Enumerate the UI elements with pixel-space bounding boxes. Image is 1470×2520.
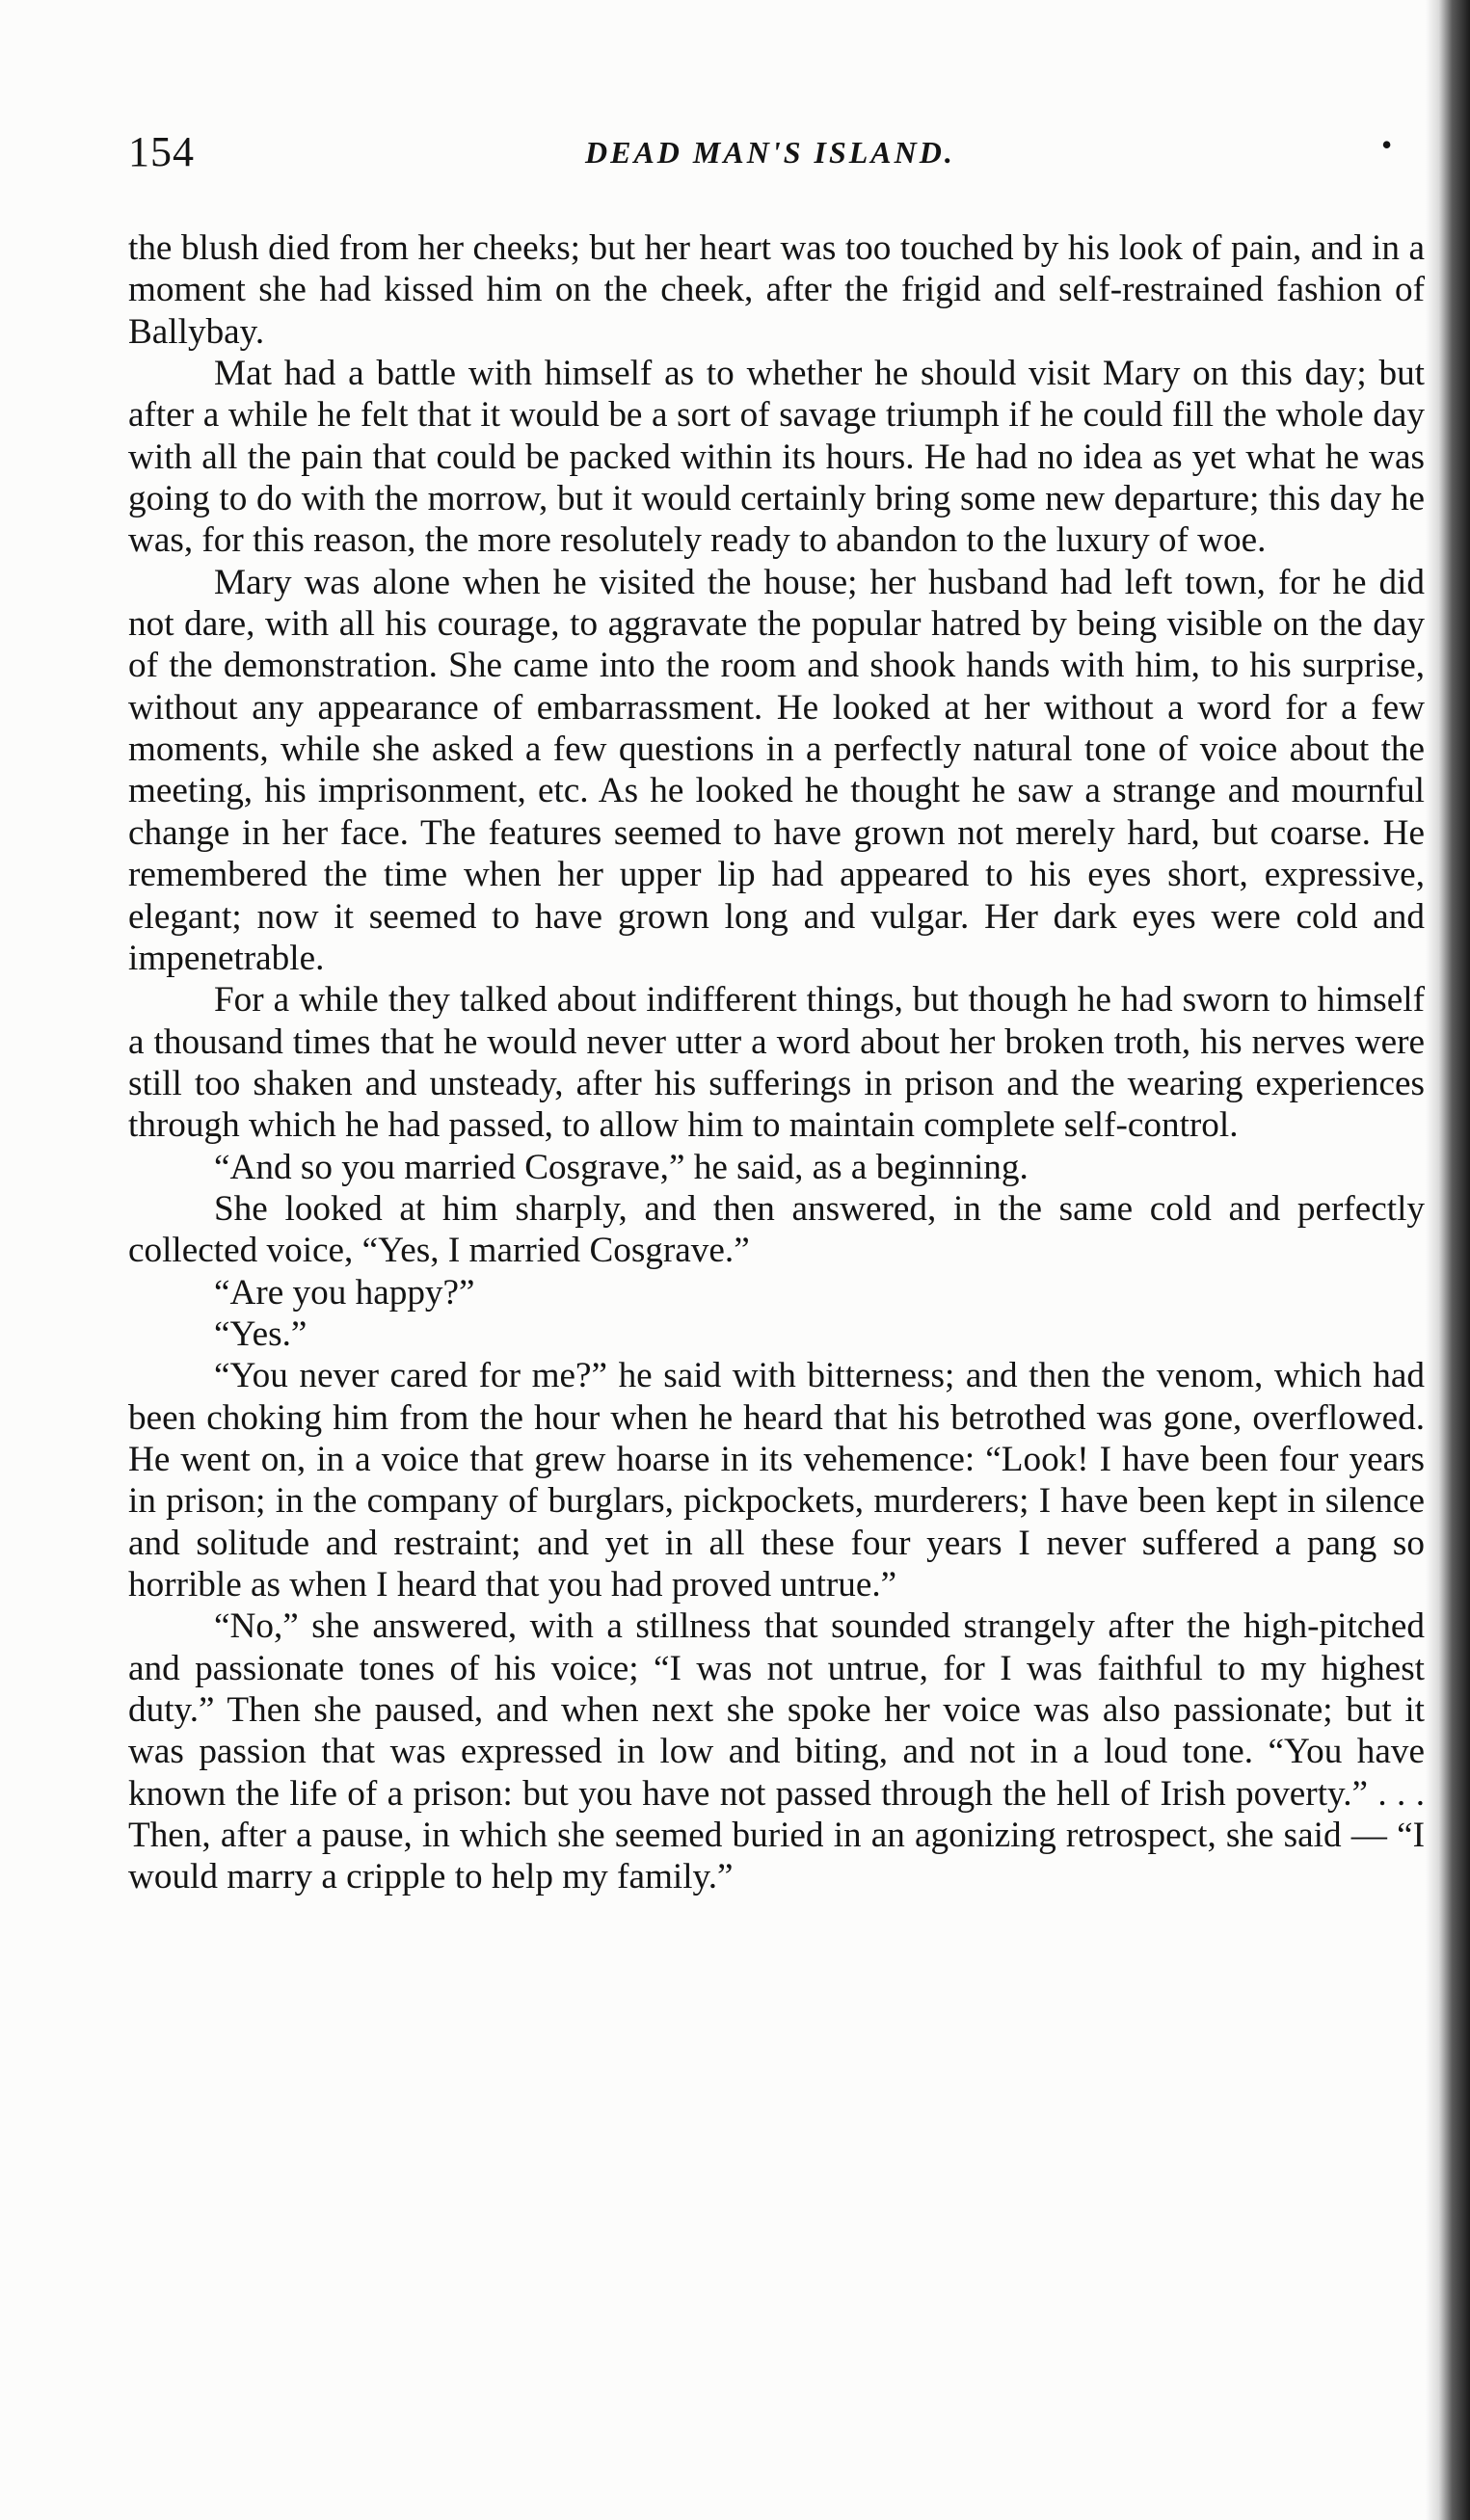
paragraph: For a while they talked about indifferent things, but though he had sworn to himself a thousand times that he would never utter a word about her broken troth, his nerves were still too shaken and unsteady, after his sufferings in prison and the wearing experiences through which he had passed, to allow him to maintain complete self-control. xyxy=(128,980,1425,1146)
running-title: DEAD MAN'S ISLAND. xyxy=(585,135,955,170)
paragraph: “You never cared for me?” he said with bitterness; and then the venom, which had been choking him from the hour when he heard that his betrothed was gone, overflowed. He went on, in a voice that grew hoarse in its vehemence: “Look! I have been four years in prison; in the company of burglars, pickpockets, murderers; I have been kept in silence and solitude and restraint; and yet in all these four years I never suffered a pang so horrible as when I heard that you had proved untrue.” xyxy=(128,1356,1425,1605)
running-head xyxy=(128,127,1420,185)
page-number: 154 xyxy=(128,128,195,175)
paragraph-continued: the blush died from her cheeks; but her heart was too touched by his look of pain, and in a moment she had kissed him on the cheek, after the frigid and self-restrained fashion of Ballybay. xyxy=(128,228,1425,352)
dialogue-paragraph: “Are you happy?” xyxy=(214,1272,475,1313)
paragraph: “No,” she answered, with a stillness that sounded strangely after the high-pitched and passionate tones of his voice; “I was not untrue, for I was faithful to my highest duty.” Then she paused, and when next she spoke her voice was also passionate; but it was passion that was expressed in low and biting, and not in a loud tone. “You have known the life of a prison: but you have not passed through the hell of Irish poverty.” . . . Then, after a pause, in which she seemed buried in an agonizing retrospect, she said — “I would marry a cripple to help my family.” xyxy=(128,1606,1425,1897)
dialogue-paragraph: “Yes.” xyxy=(214,1313,307,1354)
dialogue-paragraph: “And so you married Cosgrave,” he said, as a beginning. xyxy=(214,1147,1029,1187)
paragraph: She looked at him sharply, and then answered, in the same cold and perfectly collected voice, “Yes, I married Cosgrave.” xyxy=(128,1188,1425,1271)
running-head-mark: • xyxy=(1381,127,1393,162)
body-text xyxy=(128,227,1425,1898)
paragraph: Mat had a battle with himself as to whether he should visit Mary on this day; but after a while he felt that it would be a sort of savage triumph if he could fill the whole day with all the pain that could be packed within its hours. He had no idea as yet what he was going to do with the morrow, but it would certainly bring some new departure; this day he was, for this reason, the more resolutely ready to abandon to the luxury of woe. xyxy=(128,354,1425,561)
page-gutter-shadow xyxy=(1426,0,1470,2520)
paragraph: Mary was alone when he visited the house; her husband had left town, for he did not dare, with all his courage, to aggravate the popular hatred by being visible on the day of the demonstration. She came into the room and shook hands with him, to his surprise, without any appearance of embarrassment. He looked at her without a word for a few moments, while she asked a few questions in a perfectly natural tone of voice about the meeting, his imprisonment, etc. As he looked he thought he saw a strange and mournful change in her face. The features seemed to have grown not merely hard, but coarse. He remembered the time when her upper lip had appeared to his eyes short, expressive, elegant; now it seemed to have grown long and vulgar. Her dark eyes were cold and impenetrable. xyxy=(128,562,1425,978)
